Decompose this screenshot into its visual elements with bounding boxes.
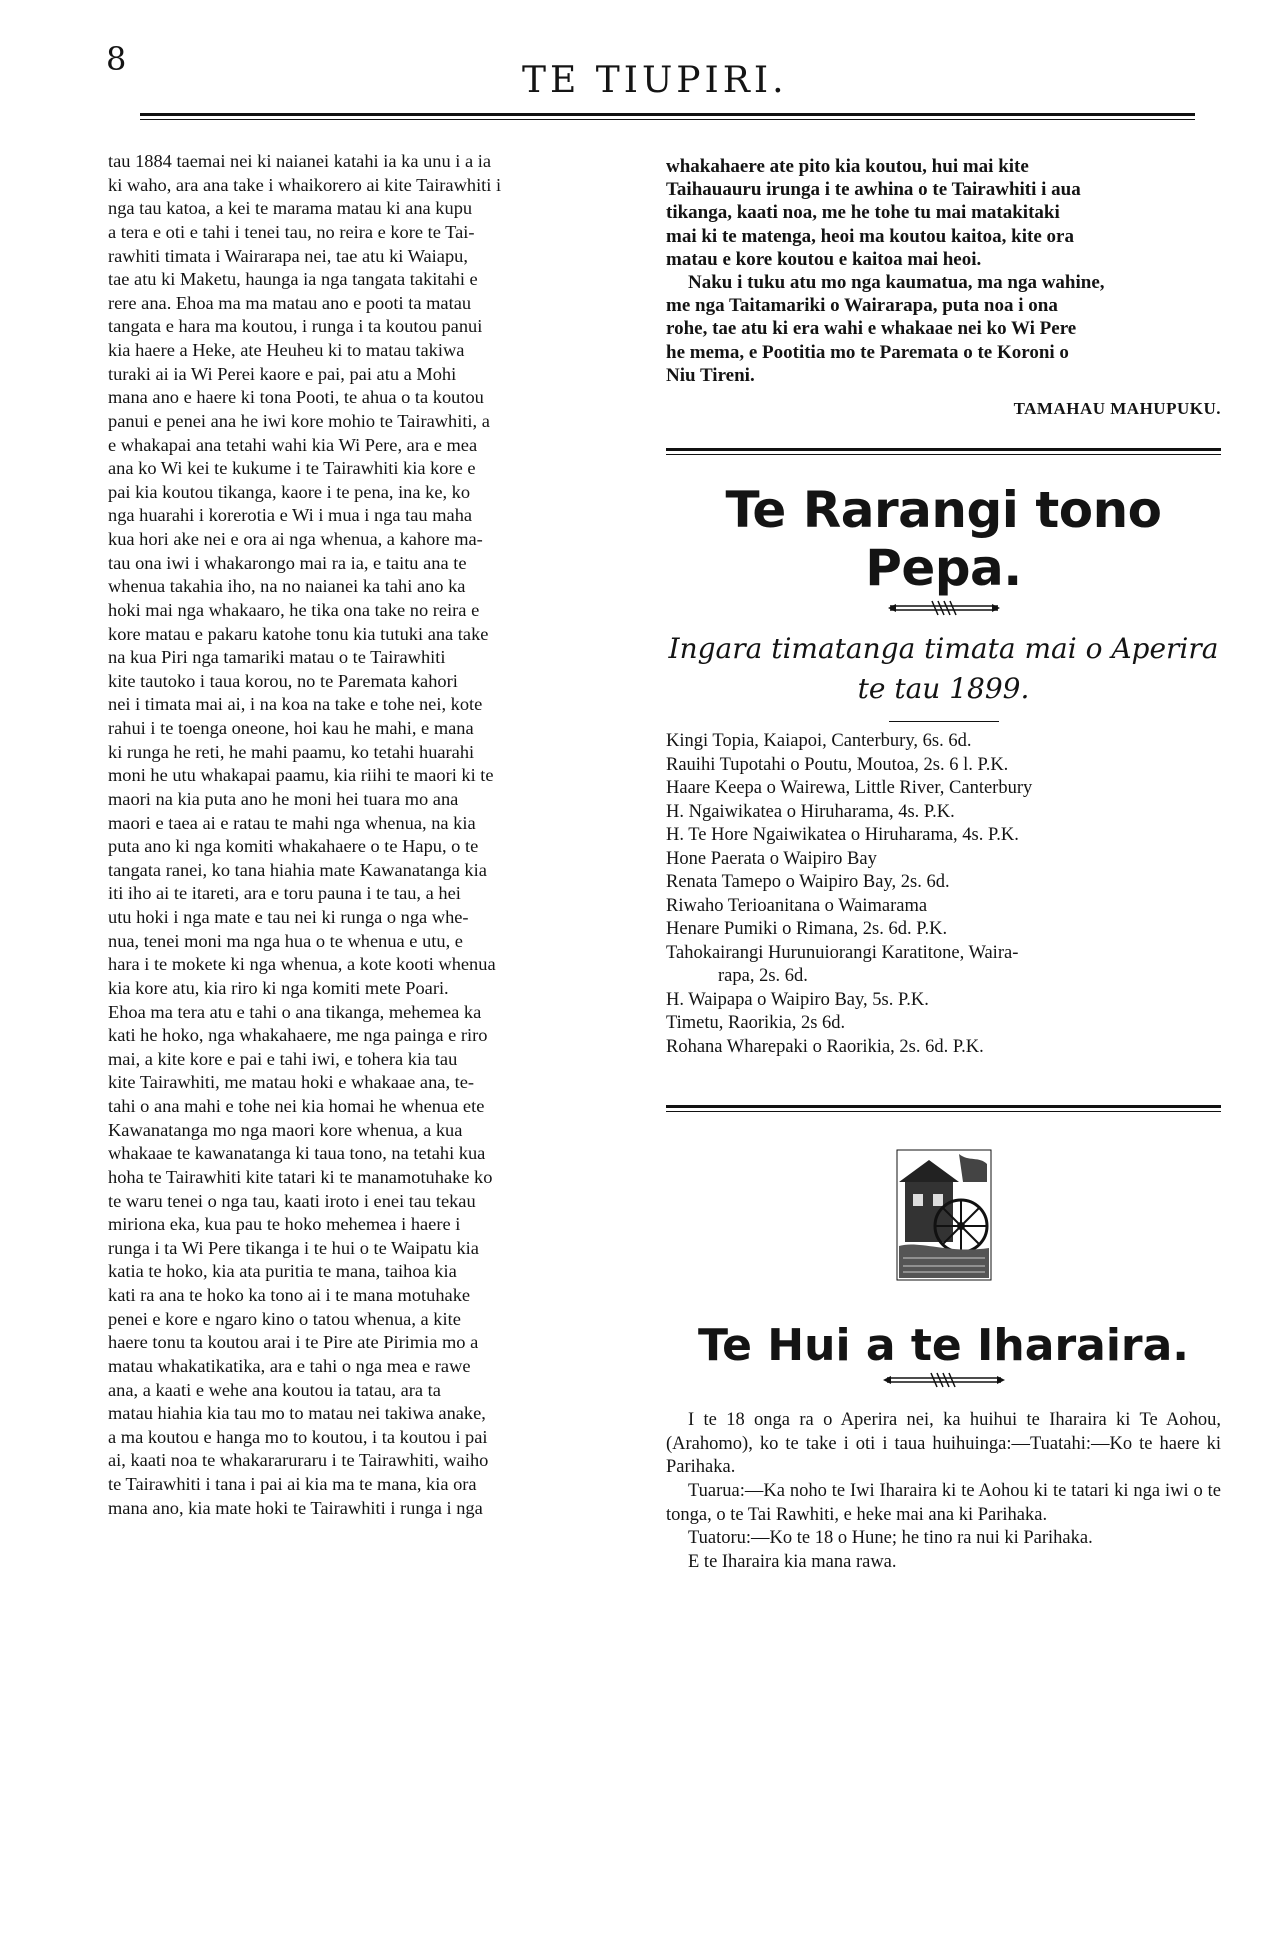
article-line: ana, a kaati e wehe ana koutou ia tatau, ara ta [108,1379,441,1400]
article-line: whenua takahia iho, na no naianei ka tahi ano ka [108,576,466,597]
paper-list-subtitle-year: te tau 1899. [857,672,1030,706]
article-line: runga i ta Wi Pere tikanga i te hui o te Waipatu kia [108,1237,479,1258]
subscriber-list [666,730,1221,1059]
section-divider [666,448,1221,455]
letter-line: me nga Taitamariki o Wairarapa, puta noa i ona [666,295,1058,317]
letter-line: tikanga, kaati noa, me he tohe tu mai matakitaki [666,202,1060,224]
article-line: a ma koutou e hanga mo to koutou, i ta koutou i pai [108,1426,488,1447]
ornament-divider-icon [884,597,1004,619]
article-line: miriona eka, kua pau te hoko mehemea i haere i [108,1214,461,1235]
article-line: whakaae te kawanatanga ki taua tono, na tetahi kua [108,1143,486,1164]
article-line: tahi o ana mahi e tohe nei kia homai he whenua ete [108,1096,485,1116]
short-rule [889,721,999,722]
meeting-paragraph: Tuatoru:—Ko te 18 o Hune; he tino ra nui ki Parihaka. [688,1528,1093,1549]
list-item: Rohana Wharepaki o Raorikia, 2s. 6d. P.K. [666,1036,984,1057]
article-line: te Tairawhiti i tana i pai ai kia ma te mana, kia ora [108,1474,477,1494]
article-line: kati he hoko, nga whakahaere, me nga painga e riro [108,1025,488,1046]
article-line: kore matau e pakaru katohe tonu kia tutuki ana take [108,623,489,644]
ornament-divider-icon [879,1371,1009,1389]
paper-list-title: Te Rarangi tono Pepa. [725,481,1162,598]
article-line: nga huarahi i korerotia e Wi i mua i nga tau maha [108,505,473,526]
list-item: Henare Pumiki o Rimana, 2s. 6d. P.K. [666,919,948,940]
article-line: tangata ranei, ko tana hiahia mate Kawanatanga kia [108,859,487,880]
list-item: Haare Keepa o Wairewa, Little River, Canterbury [666,778,1033,799]
article-line: nua, tenei moni ma nga hua o te whenua e utu, e [108,930,463,951]
article-line: nei i timata mai ai, i na koa na take e tohe nei, kote [108,694,483,715]
article-line: nga tau katoa, a kei te marama matau ki ana kupu [108,198,473,219]
letter-line: whakahaere ate pito kia koutou, hui mai kite [666,156,1029,177]
meeting-article [666,1409,1221,1574]
newspaper-title: TE TIUPIRI. [522,60,788,101]
meeting-paragraph: Tuarua:—Ka noho te Iwi Iharaira ki te Aohou ki te tatari ki nga iwi o te tonga, o te Tai Rawhiti, e heke mai ana ki Parihaka. [666,1481,1221,1525]
list-item: Hone Paerata o Waipiro Bay [666,848,877,869]
article-line: hoki mai nga whakaaro, he tika ona take no reira e [108,599,480,620]
article-line: pai kia koutou tikanga, kaore i te pena, ina ke, ko [108,481,471,502]
article-line: ki runga he reti, he mahi paamu, ko tetahi huarahi [108,741,475,762]
letter-signature: TAMAHAU MAHUPUKU. [1013,399,1221,419]
article-line: maori na kia puta ano he moni hei tuara mo ana [108,788,459,809]
list-item: Kingi Topia, Kaiapoi, Canterbury, 6s. 6d. [666,731,972,752]
article-line: ana ko Wi kei te kukume i te Tairawhiti kia kore e [108,458,476,479]
letter-line: matau e kore koutou e kaitoa mai heoi. [666,248,982,270]
article-line: kia haere a Heke, ate Heuheu ki to matau takiwa [108,340,465,360]
meeting-title: Te Hui a te Iharaira. [697,1320,1190,1372]
article-line: tangata e hara ma koutou, i runga i ta koutou panui [108,316,483,337]
article-line: na kua Piri nga tamariki matau o te Tairawhiti [108,647,446,668]
article-line: iti iho ai te itareti, ara e toru pauna i te tau, a hei [108,883,461,904]
paper-list-subtitle: Ingara timatanga timata mai o Aperira [668,632,1219,666]
article-line: e whakapai ana tetahi wahi kia Wi Pere, ara e mea [108,434,478,455]
article-line: hara i te mokete ki nga whenua, a kote kooti whenua [108,954,496,975]
right-column [666,155,1221,1574]
article-line: ai, kaati noa te whakararuraru i te Tairawhiti, waiho [108,1450,489,1471]
article-line: rawhiti timata i Wairarapa nei, tae atu ki Waiapu, [108,245,468,266]
article-line: mana ano, kia mate hoki te Tairawhiti i runga i nga [108,1497,483,1518]
section-divider [666,1105,1221,1112]
article-line: hoha te Tairawhiti kite tatari ki te manamotuhake ko [108,1166,493,1187]
letter-line: he mema, e Pootitia mo te Paremata o te Koroni o [666,341,1069,363]
meeting-paragraph: I te 18 onga ra o Aperira nei, ka huihui te Iharaira ki Te Aohou, (Arahomo), ko te take i oti i taua huihuinga:—Tuatahi:—Ko te haere ki Parihaka. [666,1410,1221,1478]
article-line: penei e kore e ngaro kino o tatou whenua, a kite [108,1308,461,1329]
article-line: ki waho, ara ana take i whaikorero ai kite Tairawhiti i [108,174,502,195]
letter-line: rohe, tae atu ki era wahi e whakaae nei ko Wi Pere [666,318,1077,340]
watermill-illustration-icon [889,1142,999,1292]
article-line: kati ra ana te hoko ka tono ai i te mana motuhake [108,1285,471,1305]
list-item: H. Waipapa o Waipiro Bay, 5s. P.K. [666,989,929,1010]
article-line: a tera e oti e tahi i tenei tau, no reira e kore te Tai- [108,221,475,242]
left-column-article [108,150,638,1925]
list-item: H. Ngaiwikatea o Hiruharama, 4s. P.K. [666,801,955,822]
article-line: katia te hoko, kia ata puritia te mana, taihoa kia [108,1261,457,1282]
article-line: maori e taea ai e ratau te mahi nga whenua, na kia [108,812,476,833]
page-number: 8 [106,40,127,78]
article-line: kua hori ake nei e ora ai nga whenua, a kahore ma- [108,529,483,549]
list-item: Rauihi Tupotahi o Poutu, Moutoa, 2s. 6 l. P.K. [666,754,1009,775]
article-line: rahui i te toenga oneone, hoi kau he mahi, e mana [108,718,474,738]
header-rule-thin [140,119,1195,120]
article-line: tau 1884 taemai nei ki naianei katahi ia ka unu i a ia [108,151,491,171]
letter-line: mai ki te matenga, heoi ma koutou kaitoa, kite ora [666,225,1074,247]
letter-continuation [666,155,1221,420]
meeting-paragraph: E te Iharaira kia mana rawa. [688,1551,897,1572]
article-line: moni he utu whakapai paamu, kia riihi te maori ki te [108,765,494,786]
article-line: utu hoki i nga mate e tau nei ki runga o nga whe- [108,907,469,927]
article-line: mai, a kite kore e pai e tahi iwi, e tohera kia tau [108,1048,458,1069]
article-line: tae atu ki Maketu, haunga ia nga tangata takitahi e [108,269,478,290]
article-line: kia kore atu, kia riro ki nga komiti mete Poari. [108,977,449,998]
article-line: te waru tenei o nga tau, kaati iroto i enei tau tekau [108,1190,476,1211]
list-item: Riwaho Terioanitana o Waimarama [666,895,928,916]
list-item: Tahokairangi Hurunuiorangi Karatitone, Waira- [666,942,1019,963]
article-line: puta ano ki nga komiti whakahaere o te Hapu, o te [108,836,479,857]
article-line: kite Tairawhiti, me matau hoki e whakaae ana, te- [108,1072,475,1093]
list-item: Renata Tamepo o Waipiro Bay, 2s. 6d. [666,872,950,893]
article-line: matau whakatikatika, ara e tahi o nga mea e rawe [108,1355,471,1376]
article-line: Ehoa ma tera atu e tahi o ana tikanga, mehemea ka [108,1001,482,1022]
letter-line: Niu Tireni. [666,364,755,386]
list-item: H. Te Hore Ngaiwikatea o Hiruharama, 4s. P.K. [666,825,1019,846]
article-line: turaki ai ia Wi Perei kaore e pai, pai atu a Mohi [108,363,457,384]
list-item: Timetu, Raorikia, 2s 6d. [666,1013,846,1034]
article-line: matau hiahia kia tau mo to matau nei takiwa anake, [108,1403,486,1424]
article-line: kite tautoko i taua korou, no te Paremata kahori [108,670,458,691]
letter-line: Taihauauru irunga i te awhina o te Tairawhiti i aua [666,179,1081,201]
article-line: tau ona iwi i whakarongo mai ra ia, e taitu ana te [108,552,467,573]
article-line: haere tonu ta koutou arai i te Pire ate Pirimia mo a [108,1332,479,1353]
list-item: rapa, 2s. 6d. [718,966,808,987]
header-rule [140,113,1195,116]
article-line: Kawanatanga mo nga maori kore whenua, a kua [108,1119,463,1140]
article-line: rere ana. Ehoa ma ma matau ano e pooti ta matau [108,292,472,313]
article-line: panui e penei ana he iwi kore mohio te Tairawhiti, a [108,410,490,431]
letter-line: Naku i tuku atu mo nga kaumatua, ma nga wahine, [688,272,1105,294]
article-line: mana ano e haere ki tona Pooti, te ahua o ta koutou [108,387,484,408]
